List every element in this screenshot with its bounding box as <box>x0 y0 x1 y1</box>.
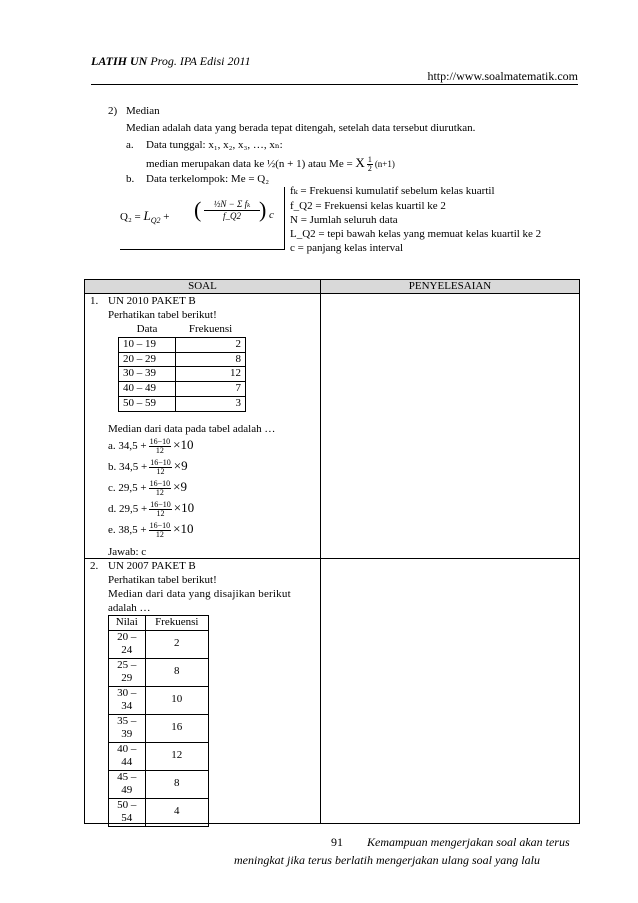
median-number: 2) <box>108 105 118 117</box>
column-divider <box>320 280 321 823</box>
median-a-formula <box>146 155 395 173</box>
q2-freq: 4 <box>145 798 208 826</box>
table-row: 35 – 39 16 <box>109 714 209 742</box>
q1-option-d[interactable]: d. 29,5 + $\frac{16-10}{12}$ ×10 <box>108 499 195 518</box>
median-b-text: Data terkelompok: Me = Q₂ <box>146 173 270 185</box>
median-formula-box <box>120 187 285 250</box>
document-title <box>91 54 251 69</box>
q1-intro: Perhatikan tabel berikut! <box>108 309 217 321</box>
table-row <box>119 337 246 352</box>
footer-motto-line1: Kemampuan mengerjakan soal akan terus <box>367 835 570 849</box>
formula-denominator: f_Q2 <box>223 210 241 221</box>
table-row <box>119 352 246 367</box>
median-heading: Median <box>126 105 160 117</box>
q1-freq: 7 <box>176 382 246 397</box>
formula-lhs: $Q_2 = L_{Q2}$ + <box>120 208 170 226</box>
median-a-label: a. <box>126 139 134 151</box>
table-row <box>119 367 246 382</box>
q1-option-c[interactable]: c. 29,5 + $\frac{16-10}{12}$ ×9 <box>108 478 187 497</box>
def-n: N = Jumlah seluruh data <box>290 214 398 226</box>
question-table <box>84 279 580 824</box>
header-url[interactable]: http://www.soalmatematik.com <box>427 69 578 83</box>
median-definition: Median adalah data yang berada tepat ditengah, setelah data tersebut diurutkan. <box>126 122 476 134</box>
q2-freq: 2 <box>145 630 208 658</box>
header-penyelesaian: PENYELESAIAN <box>408 280 492 292</box>
q1-number: 1. <box>90 295 99 307</box>
formula-c: c <box>269 209 274 221</box>
q1-question: Median dari data pada tabel adalah … <box>108 423 276 435</box>
title-bold: LATIH UN <box>91 54 148 68</box>
q2-col-freq: Frekuensi <box>145 616 208 631</box>
table-row: 45 – 49 8 <box>109 770 209 798</box>
q2-freq: 12 <box>145 742 208 770</box>
table-row <box>119 396 246 411</box>
footer-motto-line2: meningkat jika terus berlatih mengerjakan ulang soal yang lalu <box>234 853 540 867</box>
def-fq2: f_Q2 = Frekuensi kelas kuartil ke 2 <box>290 200 446 212</box>
q2-question-line2: adalah … <box>108 602 151 614</box>
title-rest: Prog. IPA Edisi 2011 <box>150 54 251 68</box>
table-row: 20 – 24 2 <box>109 630 209 658</box>
q2-freq: 8 <box>145 770 208 798</box>
q2-question-line1: Median dari data yang disajikan berikut <box>108 588 291 600</box>
q1-data: 10 – 19 <box>119 337 176 352</box>
q2-col-nilai: Nilai <box>109 616 146 631</box>
q1-freq: 3 <box>176 396 246 411</box>
q1-option-e[interactable]: e. 38,5 + $\frac{16-10}{12}$ ×10 <box>108 520 194 539</box>
q1-data: 40 – 49 <box>119 382 176 397</box>
median-a-prefix: median merupakan data ke ½(n + 1) atau Me = <box>146 158 353 170</box>
table-header <box>85 280 579 294</box>
q1-option-a[interactable]: a. 34,5 + $\frac{16-10}{12}$ ×10 <box>108 436 194 455</box>
q1-data: 30 – 39 <box>119 367 176 382</box>
formula-numerator: ½N − Σ fₖ <box>204 199 260 211</box>
def-lq2: L_Q2 = tepi bawah kelas yang memuat kelas kuartil ke 2 <box>290 228 542 240</box>
q2-frequency-table <box>108 615 209 827</box>
question-separator <box>85 558 579 559</box>
header-soal: SOAL <box>188 280 217 292</box>
median-a-fraction: $\frac{1}{2}$ <box>367 154 372 173</box>
q1-answer: Jawab: c <box>108 546 147 558</box>
formula-right-paren: ) <box>259 197 267 222</box>
q2-freq: 16 <box>145 714 208 742</box>
formula-fraction <box>204 199 260 222</box>
q2-intro: Perhatikan tabel berikut! <box>108 574 217 586</box>
q2-freq: 10 <box>145 686 208 714</box>
q1-frequency-table <box>118 323 246 412</box>
q1-source: UN 2010 PAKET B <box>108 295 196 307</box>
q2-freq: 8 <box>145 658 208 686</box>
q1-data: 50 – 59 <box>119 396 176 411</box>
table-row <box>119 382 246 397</box>
q2-number: 2. <box>90 560 99 572</box>
formula-left-paren: ( <box>194 197 202 222</box>
q1-col-data: Data <box>136 323 158 335</box>
q1-freq: 8 <box>176 352 246 367</box>
def-c: c = panjang kelas interval <box>290 242 404 254</box>
page-number: 91 <box>331 835 343 849</box>
q1-freq: 12 <box>176 367 246 382</box>
q2-source: UN 2007 PAKET B <box>108 560 196 572</box>
table-row: 25 – 29 8 <box>109 658 209 686</box>
median-a-text: Data tunggal: x₁, x₂, x₃, …, xₙ: <box>146 139 283 151</box>
table-row: 50 – 54 4 <box>109 798 209 826</box>
table-row: 30 – 34 10 <box>109 686 209 714</box>
q1-option-b[interactable]: b. 34,5 + $\frac{16-10}{12}$ ×9 <box>108 457 188 476</box>
table-row <box>119 323 246 337</box>
q1-data: 20 – 29 <box>119 352 176 367</box>
q1-col-freq: Frekuensi <box>188 323 233 335</box>
median-b-label: b. <box>126 173 135 185</box>
median-a-X: X <box>355 155 365 170</box>
table-row <box>109 616 209 631</box>
q1-freq: 2 <box>176 337 246 352</box>
median-a-tail: (n+1) <box>374 159 395 169</box>
table-row: 40 – 44 12 <box>109 742 209 770</box>
header-rule <box>91 84 578 85</box>
def-fk: fₖ = Frekuensi kumulatif sebelum kelas kuartil <box>290 185 495 197</box>
